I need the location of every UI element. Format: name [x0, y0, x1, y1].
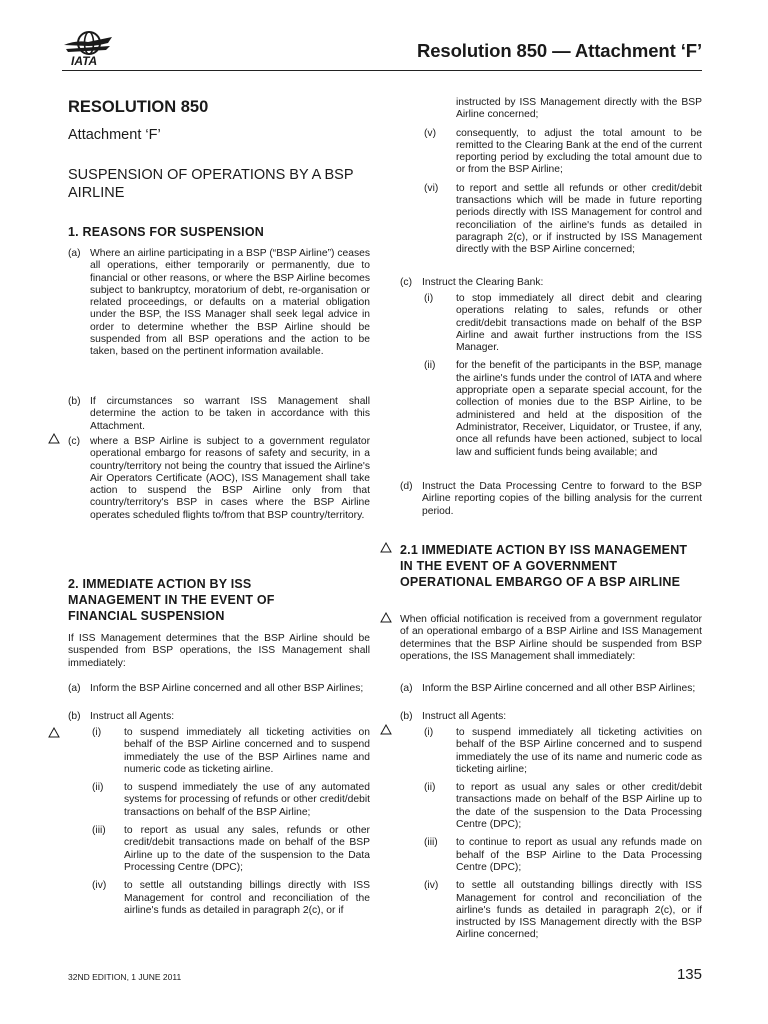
sub-item-iv — [90, 880, 370, 917]
sub-item-v — [422, 128, 702, 177]
sub-item-text: to settle all outstanding billings directly with ISS Management for control and reconciliation of the airline's funds as detailed in paragraph 2(c), or if — [124, 880, 370, 916]
item-text: Instruct the Data Processing Centre to forward to the BSP Airline reporting copies of the billing analysis for the current period. — [422, 481, 702, 517]
logo-text: IATA — [71, 54, 98, 68]
item-label: (c) — [400, 277, 413, 288]
sub-item-text: to report as usual any sales, refunds or other credit/debit transactions made on behalf of the BSP Airline up to the date of the suspension to the Data Processing Centre (DPC); — [124, 825, 370, 873]
section-1-item-b — [68, 396, 370, 433]
item-label: (a) — [400, 683, 413, 694]
section-2-1-intro: When official notification is received from a government regulator of an operational embargo of a BSP Airline and ISS Management determines that the BSP Airline should be suspended from BSP operations, the ISS Management shall immediately: — [400, 614, 702, 662]
sub-item-i — [90, 727, 370, 776]
sub-item-label: (i) — [92, 727, 102, 738]
section-2-intro: If ISS Management determines that the BSP Airline should be suspended from BSP operations, the ISS Management shall immediately: — [68, 633, 370, 669]
sub-item-label: (vi) — [424, 182, 439, 194]
sub-item-iii — [90, 825, 370, 874]
page-number: 135 — [676, 966, 702, 983]
item-text: Instruct all Agents: — [90, 711, 175, 722]
sub-item-label: (iv) — [424, 880, 439, 892]
change-marker-icon — [48, 433, 60, 444]
sub-item-label: (v) — [424, 127, 437, 139]
sub-item-vi — [422, 183, 702, 257]
sub-item-ii — [422, 360, 702, 458]
item-text: where a BSP Airline is subject to a government regulator operational embargo for reasons of safety and security, in a country/territory not being the country that issued the Airline's Air Operators Certificate (AOC), ISS Management shall take action to suspend the BSP Airline only from that country/territory's BSP in cases where the BSP Airline operates scheduled flights to/from that BSP country/territory. — [90, 436, 370, 521]
item-text: Where an airline participating in a BSP (“BSP Airline”) ceases all operations, either temporarily or permanently, due to financial or other reasons, or where the BSP Airline becomes subject to bankruptcy, moratorium of debt, re-organisation or related proceedings, or defaults on a material obligation under the BSP, the ISS Manager shall seek legal advice in order to determine whether the BSP Airline should be suspended from all BSP operations and the action to be taken, based on the pertinent information available. — [90, 248, 370, 358]
iata-logo — [62, 28, 114, 68]
sub-item-label: (ii) — [424, 360, 436, 372]
section-2-sublist — [68, 727, 370, 917]
item-text: If circumstances so warrant ISS Management shall determine the action to be taken in accordance with this Attachment. — [90, 396, 370, 432]
item-label: (b) — [400, 711, 413, 722]
sub-item-continued — [422, 97, 702, 122]
section-2-1-item-a — [400, 683, 702, 695]
item-text: Inform the BSP Airline concerned and all other BSP Airlines; — [422, 683, 696, 694]
sub-item-text: to suspend immediately the use of any automated systems for processing of refunds or other credit/debit transactions on behalf of the BSP Airline; — [124, 782, 370, 818]
sub-item-text: to report and settle all refunds or other credit/debit transactions which will be made in future reporting periods directly with ISS Management for control and reconciliation of the airline's funds as detailed in paragraph 2(c), or if instructed by ISS Management directly with the BSP Airline concerned; — [456, 182, 702, 256]
sub-item-label: (ii) — [92, 782, 104, 794]
sub-item-label: (ii) — [424, 782, 436, 794]
sub-item-text: to suspend immediately all ticketing activities on behalf of the BSP Airline concerned and to suspend immediately the use of its name and numeric code as ticketing airline; — [456, 727, 702, 775]
header-divider — [62, 70, 702, 71]
item-text: Instruct the Clearing Bank: — [422, 277, 544, 288]
sub-item-label: (iii) — [424, 837, 438, 849]
item-c-clearing-bank — [400, 277, 702, 289]
sub-item-iii — [422, 837, 702, 874]
item-label: (b) — [68, 396, 81, 407]
sub-item-label: (iv) — [92, 880, 107, 892]
page-header-title: Resolution 850 — Attachment ‘F’ — [416, 40, 702, 61]
section-1-heading: 1. REASONS FOR SUSPENSION — [68, 225, 265, 239]
section-2-item-a — [68, 683, 370, 695]
section-2-1-sublist — [400, 727, 702, 942]
section-2-item-b — [68, 711, 370, 723]
change-marker-icon — [380, 724, 392, 735]
section-1-item-a — [68, 248, 370, 359]
sub-item-text: consequently, to adjust the total amount to be remitted to the Clearing Bank at the end of the current reporting period by excluding the total amount due to or from the BSP Airline; — [456, 127, 702, 176]
item-label: (c) — [68, 436, 81, 447]
item-label: (d) — [400, 481, 413, 492]
section-2-1-heading: 2.1 IMMEDIATE ACTION BY ISS MANAGEMENT IN THE EVENT OF A GOVERNMENT OPERATIONAL EMBARGO OF A BSP AIRLINE — [400, 543, 688, 589]
sub-item-text: to settle all outstanding billings directly with ISS Management for control and reconciliation of the airline's funds as detailed in paragraph 2(c), or if instructed by ISS Management directly with the BSP Airline concerned; — [456, 880, 702, 941]
sub-item-i — [422, 727, 702, 776]
sub-item-label: (iii) — [92, 825, 106, 837]
sub-item-ii — [422, 782, 702, 831]
item-text: Instruct all Agents: — [422, 711, 507, 722]
continued-sublist — [400, 97, 702, 257]
clearing-bank-sublist — [400, 293, 702, 459]
item-label: (a) — [68, 683, 81, 694]
item-label: (b) — [68, 711, 81, 722]
sub-item-text: for the benefit of the participants in the BSP, manage the airline's funds under the control of IATA and where appropriate open a separate special account, for the collection of monies due to the BSP Airline, to be administered and held at the disposition of the Administrator, Receiver, Liquidator, or Trustee, if any, once all refunds have been actioned, subject to local law and sufficient funds being available; and — [456, 360, 702, 458]
section-1-item-c — [68, 436, 370, 522]
sub-item-label: (i) — [424, 293, 434, 304]
change-marker-icon — [380, 612, 392, 623]
item-label: (a) — [68, 248, 81, 259]
section-2-heading: 2. IMMEDIATE ACTION BY ISS MANAGEMENT IN THE EVENT OF FINANCIAL SUSPENSION — [68, 577, 275, 623]
sub-item-text: to continue to report as usual any refunds made on behalf of the BSP Airline to the Data Processing Centre (DPC); — [456, 837, 702, 873]
section-2-1-item-b — [400, 711, 702, 723]
sub-item-ii — [90, 782, 370, 819]
suspension-heading: SUSPENSION OF OPERATIONS BY A BSP AIRLINE — [68, 167, 354, 201]
item-text: Inform the BSP Airline concerned and all other BSP Airlines; — [90, 683, 364, 694]
resolution-title: RESOLUTION 850 — [68, 98, 209, 116]
change-marker-icon — [380, 542, 392, 553]
sub-item-text: to suspend immediately all ticketing activities on behalf of the BSP Airline concerned and to suspend immediately the use of the BSP Airlines name and numeric code as ticketing airline. — [124, 727, 370, 775]
item-d-data-processing — [400, 481, 702, 518]
sub-item-i — [422, 293, 702, 354]
sub-item-label: (i) — [424, 727, 434, 738]
sub-item-text: to stop immediately all direct debit and clearing operations relating to sales, refunds or other credit/debit transactions made on behalf of the BSP Airline and await further instructions from the ISS Manager. — [456, 293, 702, 354]
globe-icon — [62, 28, 114, 68]
attachment-label: Attachment ‘F’ — [68, 127, 161, 143]
edition-footer: 32ND EDITION, 1 JUNE 2011 — [68, 972, 182, 982]
sub-item-text: instructed by ISS Management directly with the BSP Airline concerned; — [456, 97, 702, 121]
sub-item-text: to report as usual any sales or other credit/debit transactions made on behalf of the BSP Airline up to the date of the suspension to the Data Processing Centre (DPC); — [456, 782, 702, 831]
change-marker-icon — [48, 727, 60, 738]
sub-item-iv — [422, 880, 702, 941]
